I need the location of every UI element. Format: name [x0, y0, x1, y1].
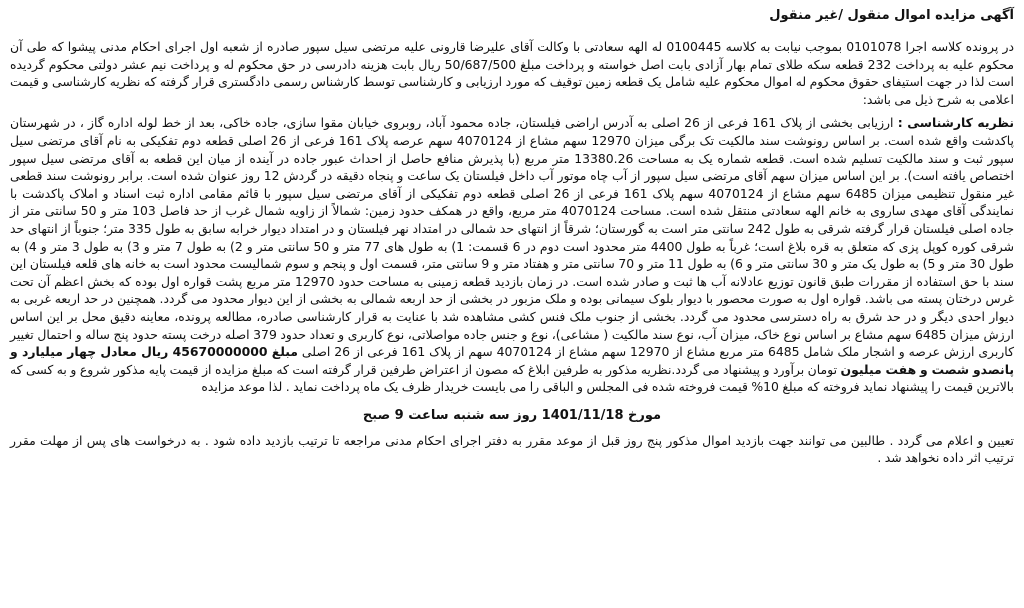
auction-date: مورخ 1401/11/18 روز سه شنبه ساعت 9 صبح — [362, 407, 662, 423]
expert-opinion-paragraph — [10, 114, 1014, 396]
notice-title: آگهی مزایده اموال منقول /غیر منقول — [769, 8, 1014, 23]
intro-paragraph: در پرونده کلاسه اجرا 0101078 بموجب نیابت به کلاسه 0100445 له الهه سعادتی با وکالت آقای علیرضا قارونی علیه مرتضی سیل سپور صادره از شعبه اول اجرای احکام مدنی پیشوا که طی آن محکوم علیه به پرداخت 232 قطعه سکه طلای تمام بهار آزادی بابت اصل خواسته و پرداخت مبلغ 50/687/500 ریال بابت هزینه دادرسی در حق محکوم له و پرداخت نیم عشر دولتی محکوم گردیده است لذا در جهت استیفای حقوق محکوم له اموال محکوم علیه شامل یک قطعه زمین توقیف که مورد ارزیابی و کارشناسی توسط کارشناس رسمی دادگستری قرار گرفته که نظریه کارشناسی و قیمت اعلامی به شرح ذیل می باشد: — [10, 39, 1014, 107]
closing-paragraph: تعیین و اعلام می گردد . طالبین می توانند جهت بازدید اموال مذکور پنج روز قبل از موعد مقرر به دفتر اجرای احکام مدنی مراجعه تا ترتیب بازدید داده شود . به درخواست های پس از مهلت مقرر ترتیب اثر داده نخواهد شد . — [10, 432, 1014, 466]
expert-opinion-label: نظریه کارشناسی : — [897, 115, 1014, 131]
expert-opinion-tail: تومان برآورد و پیشنهاد می گردد.نظریه مذکور به طرفین ابلاغ که مصون از اعتراض طرفین قرار گرفته است که مبلغ مزایده از قیمت پایه مذکور شروع و به کسی که بالاترین قیمت را پیشنهاد نماید فروخته که مبلغ 10% قیمت فروخته شده فی المجلس و الباقی را می بایست خریدار ظرف یک ماه پرداخت نماید . لذا موعد مزایده — [10, 361, 1014, 395]
appraised-amount: مبلغ 45670000000 ریال معادل چهار میلیارد و پانصدو شصت و هفت میلیون — [10, 344, 1014, 377]
expert-opinion-body: ارزیابی بخشی از پلاک 161 فرعی از 26 اصلی به آدرس اراضی فیلستان، جاده محمود آباد، روبروی خیابان مقوا سازی، جاده خاکی، بعد از خط لوله اداره گاز ، در شهرستان پاکدشت واقع شده است. بر اساس رونوشت سند مالکیت تک برگی میزان 12970 سهم مشاع از 4070124 سهم عرصه پلاک 161 فرعی از 26 اصلی قطعه دوم تفکیکی به نام آقای مرتضی سیل سپور ثبت و سند مالکیت تسلیم شده است. قطعه شماره یک به مساحت 13380.26 متر مربع (با پذیرش منافع حاصل از احداث عبور جاده در آینده از میان این قطعه به آقای مرتضی سیل سپور اختصاص یافته است). بر این اساس میزان سهم آقای مرتضی سیل سپور از آب چاه موتور آب داخل فیلستان یک ساعت و پنجاه دقیقه در گردش 12 روز عنوان شده است. برابر رونوشت سند قطعی غیر منقول تنظیمی میزان 6485 سهم مشاع از 4070124 سهم پلاک 161 فرعی از 26 اصلی قطعه دوم تفکیکی از آقای مرتضی سیل سپور با قائم مقامی اداره ثبت اسناد و املاک پاکدشت با نمایندگی آقای مهدی ساروی به خانم الهه سعادتی منتقل شده است. مساحت 4070124 متر مربع، واقع در همکف حدود زمین: شمالاً از زاویه شمال غرب از حد فاصل 103 متر و 50 سانتی متر از جاده اصلی فیلستان قرار گرفته شرقی به طول 242 سانتی متر است به گورستان؛ شرقاً از انتهای حد شمالی در امتداد نهر فیلستان و در امتداد دیوار خرابه سابق به طول 335 متر؛ جنوباً از انتهای حد شرقی کوره کوپل پزی که متعلق به قره بلاغ است؛ غرباً به طول 4400 متر محدود است دوم در 6 قسمت: 1) به طول های 77 متر و 50 سانتی متر و 2) به طول 7 متر و 3) به طول 3 متر و 4) به طول 30 متر و 5) به طول یک متر و 30 سانتی متر و 6) به طول 11 متر و 70 سانتی متر و هفتاد متر و 9 سانتی متر، قسمت اول و پنجم و سوم شمالیست محدود است به خانه های قلعه فیلستان این سند با حق استفاده از مقررات طبق قانون توزیع عادلانه آب ها ثبت و صادر شده است. در زمان بازدید قطعه زمینی به مساحت حدود 12970 متر مربع پشت قواره اول بوده که بخش اعظم آن تحت غرس درختان پسته می باشد. قواره اول به صورت محصور با دیوار بلوک سیمانی بوده و ملک مزبور در بخشی از حد اربعه شمالی به بخشی از این دیوار محدود می گردد. همچنین در حد اربعه غربی به دیوار احدی دیگر و در حد شرق به راه دسترسی محدود می گردد. بخشی از جنوب ملک فنس کشی مشاهده شد با عنایت به قرار کارشناسی صادره، مطالعه پرونده، معاینه دقیق محل بر این اساس ارزش میزان 6485 سهم مشاع بر اساس نوع خاک، میزان آب، نوع سند مالکیت ( مشاعی)، نوع و جنس جاده مواصلاتی، نوع کاربری و تعداد حدود 379 اصله درخت پسته حدود پنج ساله و احتمال تغییر کاربری ارزش عرصه و اشجار ملک شامل 6485 متر مربع مشاع از 12970 سهم مشاع از 4070124 سهم از پلاک 161 فرعی از 26 اصلی — [10, 115, 1015, 360]
